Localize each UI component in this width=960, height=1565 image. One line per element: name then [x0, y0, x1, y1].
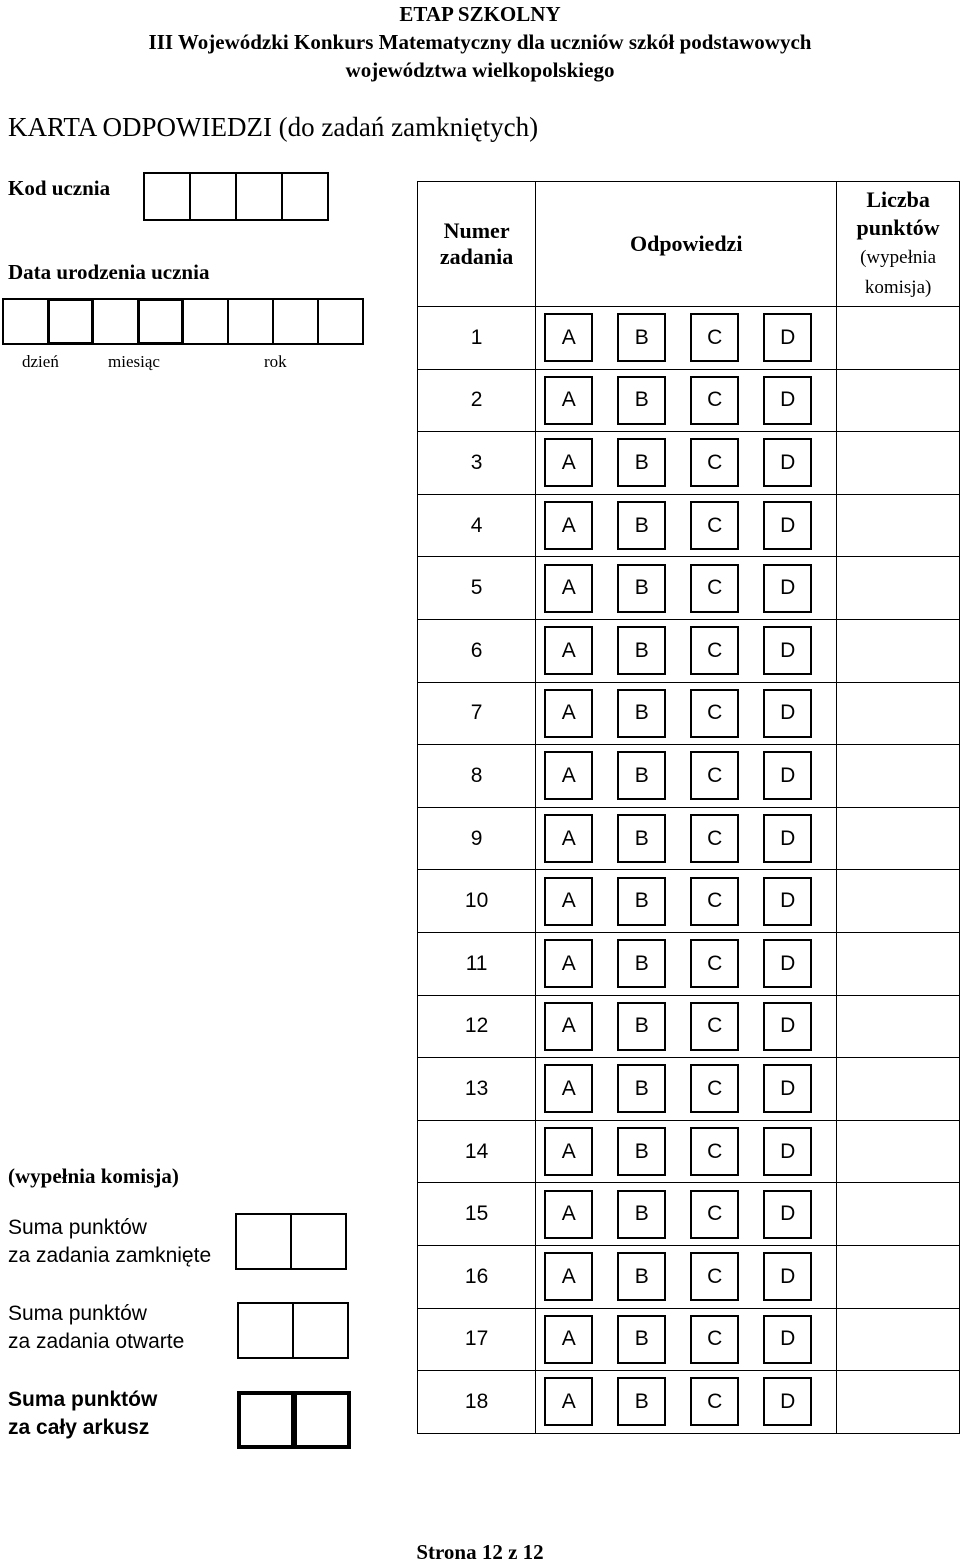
option-box-b[interactable]: B — [617, 1064, 666, 1113]
option-box-b[interactable]: B — [617, 1190, 666, 1239]
question-number: 15 — [418, 1183, 536, 1246]
answer-options — [536, 1058, 837, 1121]
question-number: 5 — [418, 557, 536, 620]
score-digit-box[interactable] — [293, 1391, 351, 1449]
option-box-c[interactable]: C — [690, 376, 739, 425]
option-box-a[interactable]: A — [544, 1127, 593, 1176]
points-cell[interactable] — [837, 870, 960, 933]
option-box-d[interactable]: D — [763, 1190, 812, 1239]
option-box-a[interactable]: A — [544, 1064, 593, 1113]
answer-options — [536, 932, 837, 995]
option-box-a[interactable]: A — [544, 438, 593, 487]
points-cell[interactable] — [837, 494, 960, 557]
option-box-a[interactable]: A — [544, 376, 593, 425]
year-label: rok — [264, 352, 287, 371]
option-box-c[interactable]: C — [690, 1064, 739, 1113]
month-label: miesiąc — [108, 352, 160, 371]
points-cell[interactable] — [837, 432, 960, 495]
month-digit-box[interactable] — [137, 298, 184, 345]
number-header-text: Numer zadania — [439, 218, 514, 269]
option-box-b[interactable]: B — [617, 1377, 666, 1426]
option-box-b[interactable]: B — [617, 1002, 666, 1051]
points-header-note: (wypełnia komisja) — [860, 247, 937, 298]
region-title: województwa wielkopolskiego — [345, 58, 615, 82]
closed-sum-label-line1: Suma punktów — [8, 1216, 147, 1239]
option-box-b[interactable]: B — [617, 626, 666, 675]
question-number: 13 — [418, 1058, 536, 1121]
option-box-b[interactable]: B — [617, 689, 666, 738]
answer-options — [536, 619, 837, 682]
option-box-c[interactable]: C — [690, 438, 739, 487]
sheet-title: KARTA ODPOWIEDZI (do zadań zamkniętych) — [8, 112, 539, 142]
option-box-d[interactable]: D — [763, 1064, 812, 1113]
option-box-a[interactable]: A — [544, 939, 593, 988]
answer-row — [418, 807, 960, 870]
code-digit-box[interactable] — [281, 172, 329, 221]
answer-row — [418, 619, 960, 682]
option-box-a[interactable]: A — [544, 1377, 593, 1426]
total-sum-label-line2: za cały arkusz — [8, 1416, 150, 1439]
birth-date-label: Data urodzenia ucznia — [8, 260, 210, 284]
contest-title: III Wojewódzki Konkurs Matematyczny dla uczniów szkół podstawowych — [148, 30, 812, 54]
option-box-c[interactable]: C — [690, 1002, 739, 1051]
answer-options — [536, 432, 837, 495]
option-box-b[interactable]: B — [617, 1252, 666, 1301]
open-sum-boxes[interactable] — [237, 1302, 349, 1359]
points-cell[interactable] — [837, 1308, 960, 1371]
option-box-d[interactable]: D — [763, 438, 812, 487]
points-cell[interactable] — [837, 1058, 960, 1121]
answer-row — [418, 494, 960, 557]
points-cell[interactable] — [837, 307, 960, 370]
points-cell[interactable] — [837, 745, 960, 808]
year-digit-box[interactable] — [182, 298, 229, 345]
option-box-b[interactable]: B — [617, 939, 666, 988]
points-cell[interactable] — [837, 682, 960, 745]
answer-row — [418, 369, 960, 432]
option-box-c[interactable]: C — [690, 501, 739, 550]
option-box-c[interactable]: C — [690, 626, 739, 675]
year-digit-box[interactable] — [227, 298, 274, 345]
points-cell[interactable] — [837, 1120, 960, 1183]
option-box-a[interactable]: A — [544, 1252, 593, 1301]
closed-sum-label — [8, 1214, 211, 1270]
option-box-a[interactable]: A — [544, 313, 593, 362]
total-sum-label — [8, 1386, 157, 1442]
option-box-a[interactable]: A — [544, 1002, 593, 1051]
option-box-d[interactable]: D — [763, 1002, 812, 1051]
points-cell[interactable] — [837, 1183, 960, 1246]
option-box-d[interactable]: D — [763, 1252, 812, 1301]
question-number: 7 — [418, 682, 536, 745]
option-box-c[interactable]: C — [690, 1315, 739, 1364]
answer-row — [418, 1245, 960, 1308]
column-header-number — [418, 182, 536, 307]
answer-row — [418, 932, 960, 995]
answer-row — [418, 1120, 960, 1183]
answer-row — [418, 307, 960, 370]
open-sum-label-line2: za zadania otwarte — [8, 1330, 185, 1353]
answer-options — [536, 1245, 837, 1308]
answer-row — [418, 682, 960, 745]
option-box-a[interactable]: A — [544, 626, 593, 675]
option-box-c[interactable]: C — [690, 689, 739, 738]
day-label: dzień — [22, 352, 59, 371]
committee-note: (wypełnia komisja) — [8, 1164, 179, 1188]
answer-options — [536, 807, 837, 870]
closed-sum-boxes[interactable] — [235, 1213, 347, 1270]
option-box-a[interactable]: A — [544, 877, 593, 926]
option-box-d[interactable]: D — [763, 564, 812, 613]
question-number: 3 — [418, 432, 536, 495]
option-box-d[interactable]: D — [763, 1127, 812, 1176]
question-number: 8 — [418, 745, 536, 808]
option-box-c[interactable]: C — [690, 313, 739, 362]
answer-row — [418, 745, 960, 808]
points-cell[interactable] — [837, 995, 960, 1058]
option-box-a[interactable]: A — [544, 751, 593, 800]
option-box-c[interactable]: C — [690, 1127, 739, 1176]
question-number: 4 — [418, 494, 536, 557]
option-box-a[interactable]: A — [544, 501, 593, 550]
points-cell[interactable] — [837, 1245, 960, 1308]
option-box-c[interactable]: C — [690, 564, 739, 613]
points-cell[interactable] — [837, 1371, 960, 1434]
option-box-d[interactable]: D — [763, 313, 812, 362]
option-box-b[interactable]: B — [617, 376, 666, 425]
option-box-c[interactable]: C — [690, 939, 739, 988]
option-box-d[interactable]: D — [763, 501, 812, 550]
answer-table — [417, 181, 960, 1434]
column-header-answers — [536, 182, 837, 307]
answer-row — [418, 1058, 960, 1121]
column-header-points — [837, 182, 960, 307]
points-cell[interactable] — [837, 932, 960, 995]
student-code-label: Kod ucznia — [8, 176, 111, 200]
option-box-d[interactable]: D — [763, 877, 812, 926]
option-box-b[interactable]: B — [617, 501, 666, 550]
answer-options — [536, 1371, 837, 1434]
option-box-a[interactable]: A — [544, 814, 593, 863]
answer-options — [536, 745, 837, 808]
code-digit-box[interactable] — [143, 172, 191, 221]
year-digit-box[interactable] — [272, 298, 319, 345]
answers-header-text: Odpowiedzi — [629, 231, 743, 256]
question-number: 11 — [418, 932, 536, 995]
total-sum-boxes[interactable] — [237, 1391, 351, 1449]
option-box-b[interactable]: B — [617, 438, 666, 487]
option-box-d[interactable]: D — [763, 376, 812, 425]
option-box-c[interactable]: C — [690, 751, 739, 800]
answer-options — [536, 557, 837, 620]
question-number: 10 — [418, 870, 536, 933]
question-number: 2 — [418, 369, 536, 432]
option-box-a[interactable]: A — [544, 1190, 593, 1239]
page-number: Strona 12 z 12 — [416, 1540, 544, 1564]
question-number: 17 — [418, 1308, 536, 1371]
answer-options — [536, 995, 837, 1058]
option-box-b[interactable]: B — [617, 1127, 666, 1176]
answer-options — [536, 1308, 837, 1371]
total-sum-label-line1: Suma punktów — [8, 1388, 158, 1411]
option-box-a[interactable]: A — [544, 564, 593, 613]
option-box-b[interactable]: B — [617, 313, 666, 362]
option-box-b[interactable]: B — [617, 814, 666, 863]
answer-row — [418, 1183, 960, 1246]
month-digit-box[interactable] — [92, 298, 139, 345]
score-digit-box[interactable] — [290, 1213, 347, 1270]
points-cell[interactable] — [837, 807, 960, 870]
code-digit-box[interactable] — [235, 172, 283, 221]
option-box-d[interactable]: D — [763, 939, 812, 988]
question-number: 9 — [418, 807, 536, 870]
option-box-d[interactable]: D — [763, 626, 812, 675]
open-sum-label — [8, 1300, 184, 1356]
option-box-c[interactable]: C — [690, 877, 739, 926]
option-box-b[interactable]: B — [617, 564, 666, 613]
student-code-boxes[interactable] — [143, 172, 329, 221]
answer-row — [418, 1308, 960, 1371]
option-box-a[interactable]: A — [544, 1315, 593, 1364]
option-box-b[interactable]: B — [617, 751, 666, 800]
answer-row — [418, 995, 960, 1058]
day-digit-box[interactable] — [2, 298, 49, 345]
answer-options — [536, 494, 837, 557]
option-box-d[interactable]: D — [763, 1377, 812, 1426]
year-digit-box[interactable] — [317, 298, 364, 345]
answer-options — [536, 1120, 837, 1183]
answer-options — [536, 1183, 837, 1246]
day-digit-box[interactable] — [47, 298, 94, 345]
option-box-d[interactable]: D — [763, 1315, 812, 1364]
question-number: 16 — [418, 1245, 536, 1308]
score-digit-box[interactable] — [235, 1213, 292, 1270]
closed-sum-label-line2: za zadania zamknięte — [8, 1244, 212, 1267]
points-cell[interactable] — [837, 557, 960, 620]
points-cell[interactable] — [837, 369, 960, 432]
option-box-d[interactable]: D — [763, 814, 812, 863]
answer-options — [536, 307, 837, 370]
answer-options — [536, 682, 837, 745]
option-box-b[interactable]: B — [617, 1315, 666, 1364]
question-number: 1 — [418, 307, 536, 370]
question-number: 18 — [418, 1371, 536, 1434]
code-digit-box[interactable] — [189, 172, 237, 221]
option-box-b[interactable]: B — [617, 877, 666, 926]
score-digit-box[interactable] — [237, 1302, 294, 1359]
answer-row — [418, 1371, 960, 1434]
option-box-c[interactable]: C — [690, 1377, 739, 1426]
score-digit-box[interactable] — [292, 1302, 349, 1359]
points-cell[interactable] — [837, 619, 960, 682]
points-header-text: Liczba punktów — [856, 187, 940, 240]
option-box-a[interactable]: A — [544, 689, 593, 738]
option-box-c[interactable]: C — [690, 1252, 739, 1301]
question-number: 12 — [418, 995, 536, 1058]
open-sum-label-line1: Suma punktów — [8, 1302, 147, 1325]
stage-title: ETAP SZKOLNY — [399, 2, 561, 26]
option-box-c[interactable]: C — [690, 814, 739, 863]
answer-row — [418, 432, 960, 495]
option-box-c[interactable]: C — [690, 1190, 739, 1239]
answer-row — [418, 870, 960, 933]
question-number: 14 — [418, 1120, 536, 1183]
score-digit-box[interactable] — [237, 1391, 295, 1449]
answer-options — [536, 870, 837, 933]
option-box-d[interactable]: D — [763, 689, 812, 738]
question-number: 6 — [418, 619, 536, 682]
answer-options — [536, 369, 837, 432]
option-box-d[interactable]: D — [763, 751, 812, 800]
answer-row — [418, 557, 960, 620]
birth-date-boxes[interactable] — [2, 298, 364, 345]
